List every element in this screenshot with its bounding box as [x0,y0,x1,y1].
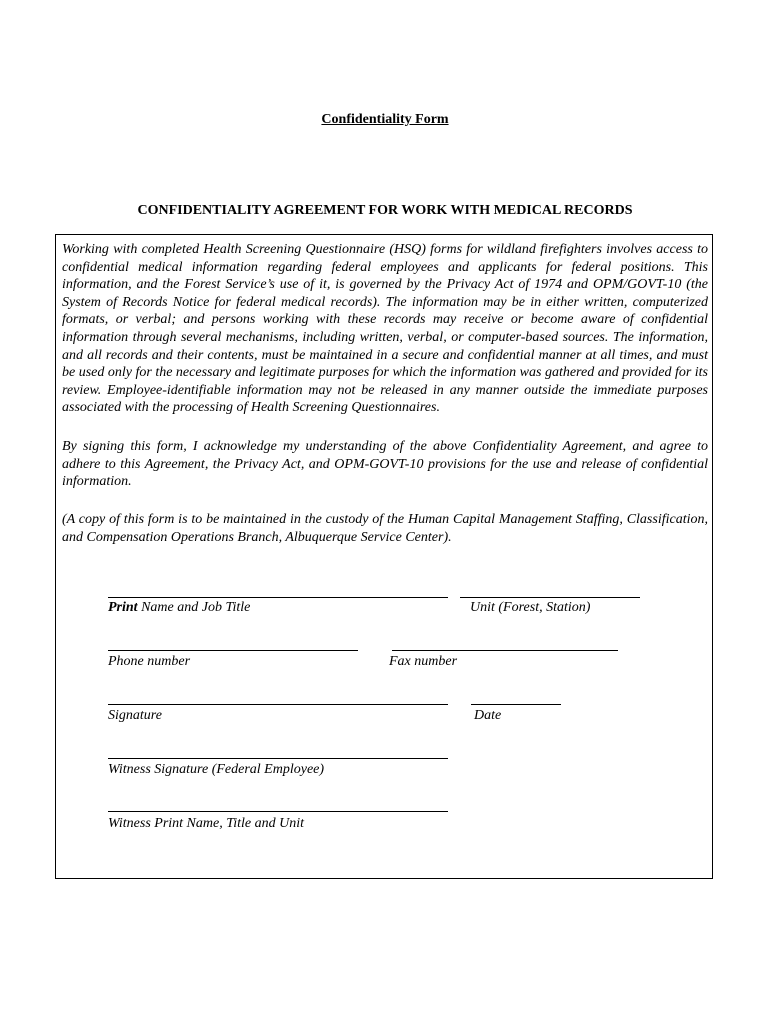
unit-label: Unit (Forest, Station) [470,600,591,615]
date-label: Date [474,708,502,723]
signature-label: Signature [108,708,162,723]
page-title: Confidentiality Form [321,112,449,127]
name-label-bold: Print [108,600,138,615]
witness-signature-line[interactable] [108,758,448,759]
witness-signature-label: Witness Signature (Federal Employee) [108,762,325,777]
phone-label: Phone number [108,654,191,669]
date-line[interactable] [471,704,561,705]
unit-line[interactable] [460,597,640,598]
name-label [108,600,250,616]
signature-line[interactable] [108,704,448,705]
phone-line[interactable] [108,650,358,651]
fax-line[interactable] [392,650,618,651]
witness-print-line[interactable] [108,811,448,812]
agreement-heading: CONFIDENTIALITY AGREEMENT FOR WORK WITH MEDICAL RECORDS [137,203,633,218]
agreement-paragraph-1: Working with completed Health Screening Questionnaire (HSQ) forms for wildland firefighters involves access to confidential medical information regarding federal employees and applicants for federal positions. This information, and the Forest Service’s use of it, is governed by the Privacy Act of 1974 and OPM/GOVT-10 (the System of Records Notice for federal medical records). The information may be in either written, computerized formats, or verbal; and persons working with these records may receive or become aware of confidential information through several mechanisms, including written, verbal, or computer-based sources. The information, and all records and their contents, must be maintained in a secure and confidential manner at all times, and must be used only for the necessary and legitimate purposes for which the information was gathered and provided for its review. Employee-identifiable information may not be released in any manner outside the immediate purposes associated with the processing of Health Screening Questionnaires. [62,242,709,416]
witness-print-label: Witness Print Name, Title and Unit [108,816,305,831]
agreement-box [55,234,713,879]
name-label-rest: Name and Job Title [137,600,251,615]
agreement-paragraph-2: By signing this form, I acknowledge my understanding of the above Confidentiality Agreement, and agree to adhere to this Agreement, the Privacy Act, and OPM-GOVT-10 provisions for the use and release of confidential information. [62,439,708,490]
agreement-paragraph-3: (A copy of this form is to be maintained in the custody of the Human Capital Management Staffing, Classification, and Compensation Operations Branch, Albuquerque Service Center). [62,512,708,545]
fax-label: Fax number [389,654,458,669]
name-line[interactable] [108,597,448,598]
